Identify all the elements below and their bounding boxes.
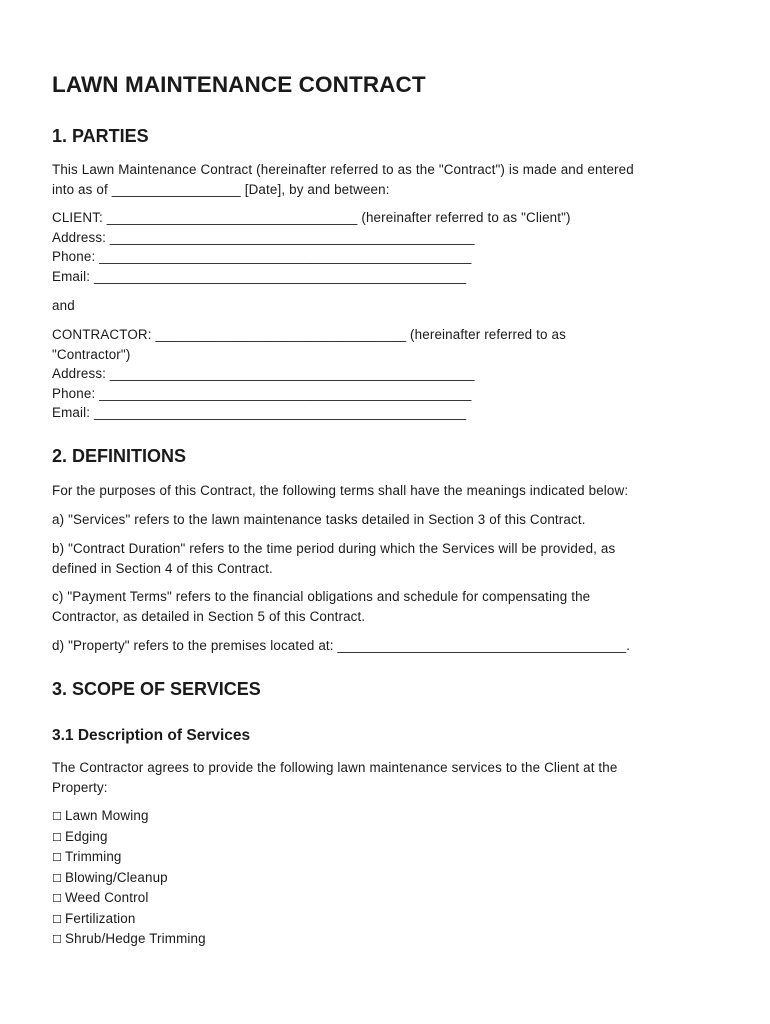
text-line: Contractor, as detailed in Section 5 of this Contract. <box>52 608 366 624</box>
definition-payment-terms <box>52 587 722 626</box>
and-connector <box>52 296 722 316</box>
checkbox-icon: ☐ <box>52 892 63 905</box>
service-label: Shrub/Hedge Trimming <box>65 931 206 946</box>
definition-services <box>52 510 722 530</box>
definition-contract-duration <box>52 539 722 578</box>
text-line: b) "Contract Duration" refers to the time period during which the Services will be provided, as <box>52 541 616 556</box>
text-line: c) "Payment Terms" refers to the financial obligations and schedule for compensating the <box>52 589 591 604</box>
services-checklist <box>52 806 206 950</box>
client-details-block <box>52 208 722 286</box>
service-label: Weed Control <box>65 890 149 905</box>
parties-intro-paragraph <box>52 160 722 199</box>
client-name-line: CLIENT: _________________________________ (hereinafter referred to as "Client") <box>52 210 571 225</box>
checkbox-icon: ☐ <box>52 912 63 926</box>
text-line: d) "Property" refers to the premises located at: ______________________________________. <box>52 638 631 653</box>
checkbox-icon: ☐ <box>52 810 63 823</box>
checkbox-icon: ☐ <box>52 933 63 946</box>
document-title: LAWN MAINTENANCE CONTRACT <box>52 72 426 97</box>
service-item-fertilization <box>52 909 206 930</box>
service-item-weed-control <box>52 888 206 909</box>
checkbox-icon: ☐ <box>52 851 63 864</box>
contractor-name-line: CONTRACTOR: _________________________________ (hereinafter referred to as <box>52 327 566 342</box>
text-line: For the purposes of this Contract, the following terms shall have the meanings indicated below: <box>52 483 629 498</box>
section-heading-definitions: 2. DEFINITIONS <box>52 446 187 466</box>
contractor-phone-line: Phone: _________________________________________________ <box>52 385 472 401</box>
text-line: and <box>52 298 75 313</box>
contractor-address-line: Address: ________________________________________________ <box>52 366 475 381</box>
service-label: Edging <box>65 828 108 844</box>
contractor-name-line-cont: "Contractor") <box>52 346 131 362</box>
service-item-trimming <box>52 847 206 868</box>
contractor-email-line: Email: _________________________________________________ <box>52 405 467 420</box>
client-email-line: Email: _________________________________________________ <box>52 268 467 284</box>
service-item-lawn-mowing <box>52 806 206 827</box>
text-line: into as of _________________ [Date], by and between: <box>52 181 390 197</box>
checkbox-icon: ☐ <box>52 871 63 885</box>
text-line: Property: <box>52 779 108 795</box>
text-line: defined in Section 4 of this Contract. <box>52 560 273 576</box>
text-line: This Lawn Maintenance Contract (hereinafter referred to as the "Contract") is made and entered <box>52 162 634 177</box>
section-heading-scope: 3. SCOPE OF SERVICES <box>52 679 261 699</box>
service-label: Fertilization <box>65 910 136 926</box>
definitions-intro-paragraph <box>52 481 722 501</box>
service-item-edging <box>52 827 206 848</box>
section-heading-parties: 1. PARTIES <box>52 126 149 146</box>
text-line: The Contractor agrees to provide the following lawn maintenance services to the Client at the <box>52 760 618 775</box>
contractor-details-block <box>52 325 722 423</box>
service-item-blowing-cleanup <box>52 868 206 889</box>
text-line: a) "Services" refers to the lawn maintenance tasks detailed in Section 3 of this Contract. <box>52 512 586 527</box>
service-label: Blowing/Cleanup <box>65 869 168 885</box>
service-label: Trimming <box>65 849 122 864</box>
service-item-shrub-hedge-trimming <box>52 929 206 950</box>
client-phone-line: Phone: _________________________________________________ <box>52 249 472 264</box>
client-address-line: Address: ________________________________________________ <box>52 229 475 245</box>
service-label: Lawn Mowing <box>65 808 149 823</box>
definition-property <box>52 636 722 656</box>
subsection-heading-description: 3.1 Description of Services <box>52 727 251 744</box>
scope-intro-paragraph <box>52 758 722 797</box>
checkbox-icon: ☐ <box>52 830 63 844</box>
